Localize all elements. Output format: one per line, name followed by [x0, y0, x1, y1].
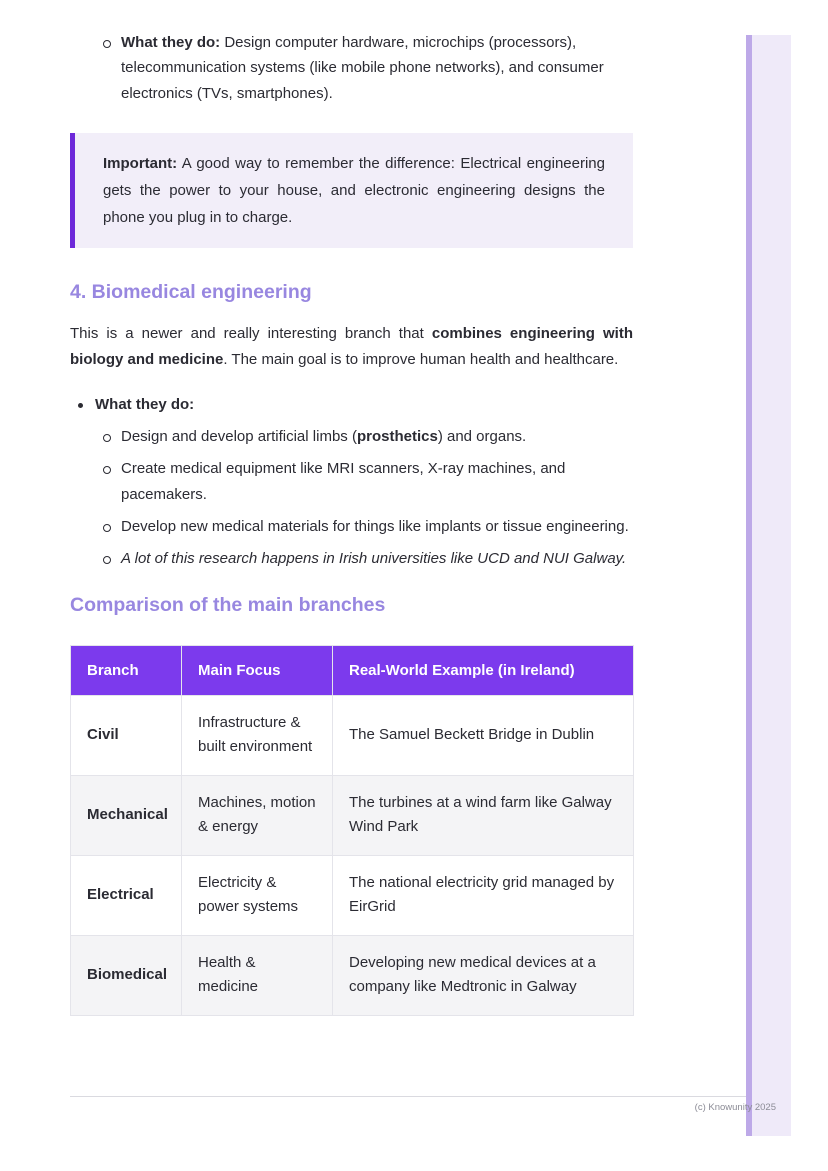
list-item-text: Develop new medical materials for things like implants or tissue engineering.	[121, 517, 629, 535]
table-row	[71, 855, 634, 935]
list-item-text: Design and develop artificial limbs (prosthetics) and organs.	[121, 427, 527, 445]
cell-example: The Samuel Beckett Bridge in Dublin	[333, 695, 634, 775]
column-header-focus: Main Focus	[182, 645, 333, 695]
callout-label: Important:	[103, 154, 178, 172]
column-header-branch: Branch	[71, 645, 182, 695]
biomedical-list	[70, 392, 633, 418]
circle-bullet-icon	[103, 30, 121, 106]
callout-important	[70, 133, 633, 248]
list-item	[70, 30, 633, 106]
electronic-engineering-list	[70, 30, 633, 106]
list-item	[70, 546, 633, 572]
intro-bold-text: combines engineering with biology and medicine	[70, 324, 633, 368]
cell-branch: Mechanical	[71, 775, 182, 855]
page-edge-line	[746, 35, 752, 1136]
section-heading-comparison: Comparison of the main branches	[70, 593, 386, 616]
document-content	[70, 0, 633, 1016]
biomedical-sublist	[70, 424, 633, 572]
cell-example: The turbines at a wind farm like Galway Wind Park	[333, 775, 634, 855]
item-bold-text: prosthetics	[356, 427, 438, 445]
cell-focus: Electricity & power systems	[182, 855, 333, 935]
table-header-row	[71, 645, 634, 695]
copyright-text: (c) Knowunity 2025	[694, 1102, 776, 1113]
list-item-label: What they do:	[121, 34, 221, 51]
cell-example: The national electricity grid managed by EirGrid	[333, 855, 634, 935]
cell-example: Developing new medical devices at a company like Medtronic in Galway	[333, 935, 634, 1015]
list-item-text: What they do: Design computer hardware, microchips (processors), telecommunication systems (like mobile phone networks), and consumer electronics (TVs, smartphones).	[121, 34, 604, 102]
circle-bullet-icon	[103, 514, 121, 540]
list-item	[70, 514, 633, 540]
cell-focus: Machines, motion & energy	[182, 775, 333, 855]
callout-text: Important: A good way to remember the difference: Electrical engineering gets the power to your house, and electronic engineering designs the phone you plug in to charge.	[103, 154, 605, 226]
cell-branch: Biomedical	[71, 935, 182, 1015]
bullet-icon	[78, 392, 95, 418]
cell-focus: Health & medicine	[182, 935, 333, 1015]
circle-bullet-icon	[103, 546, 121, 572]
list-item	[70, 392, 633, 418]
list-item-text: A lot of this research happens in Irish universities like UCD and NUI Galway.	[121, 549, 627, 567]
circle-bullet-icon	[103, 456, 121, 508]
section-intro-paragraph: This is a newer and really interesting branch that combines engineering with biology and medicine. The main goal is to improve human health and healthcare.	[70, 324, 633, 368]
list-item	[70, 424, 633, 450]
cell-branch: Civil	[71, 695, 182, 775]
list-item	[70, 456, 633, 508]
footer-divider	[70, 1096, 776, 1097]
page-edge-strip	[746, 35, 791, 1136]
list-item-text: Create medical equipment like MRI scanners, X-ray machines, and pacemakers.	[121, 459, 566, 503]
cell-focus: Infrastructure & built environment	[182, 695, 333, 775]
table-row	[71, 935, 634, 1015]
circle-bullet-icon	[103, 424, 121, 450]
list-item-label: What they do:	[95, 395, 195, 413]
column-header-example: Real-World Example (in Ireland)	[333, 645, 634, 695]
section-heading-biomedical: 4. Biomedical engineering	[70, 280, 312, 303]
comparison-table	[70, 645, 634, 1016]
cell-branch: Electrical	[71, 855, 182, 935]
table-row	[71, 775, 634, 855]
table-row	[71, 695, 634, 775]
